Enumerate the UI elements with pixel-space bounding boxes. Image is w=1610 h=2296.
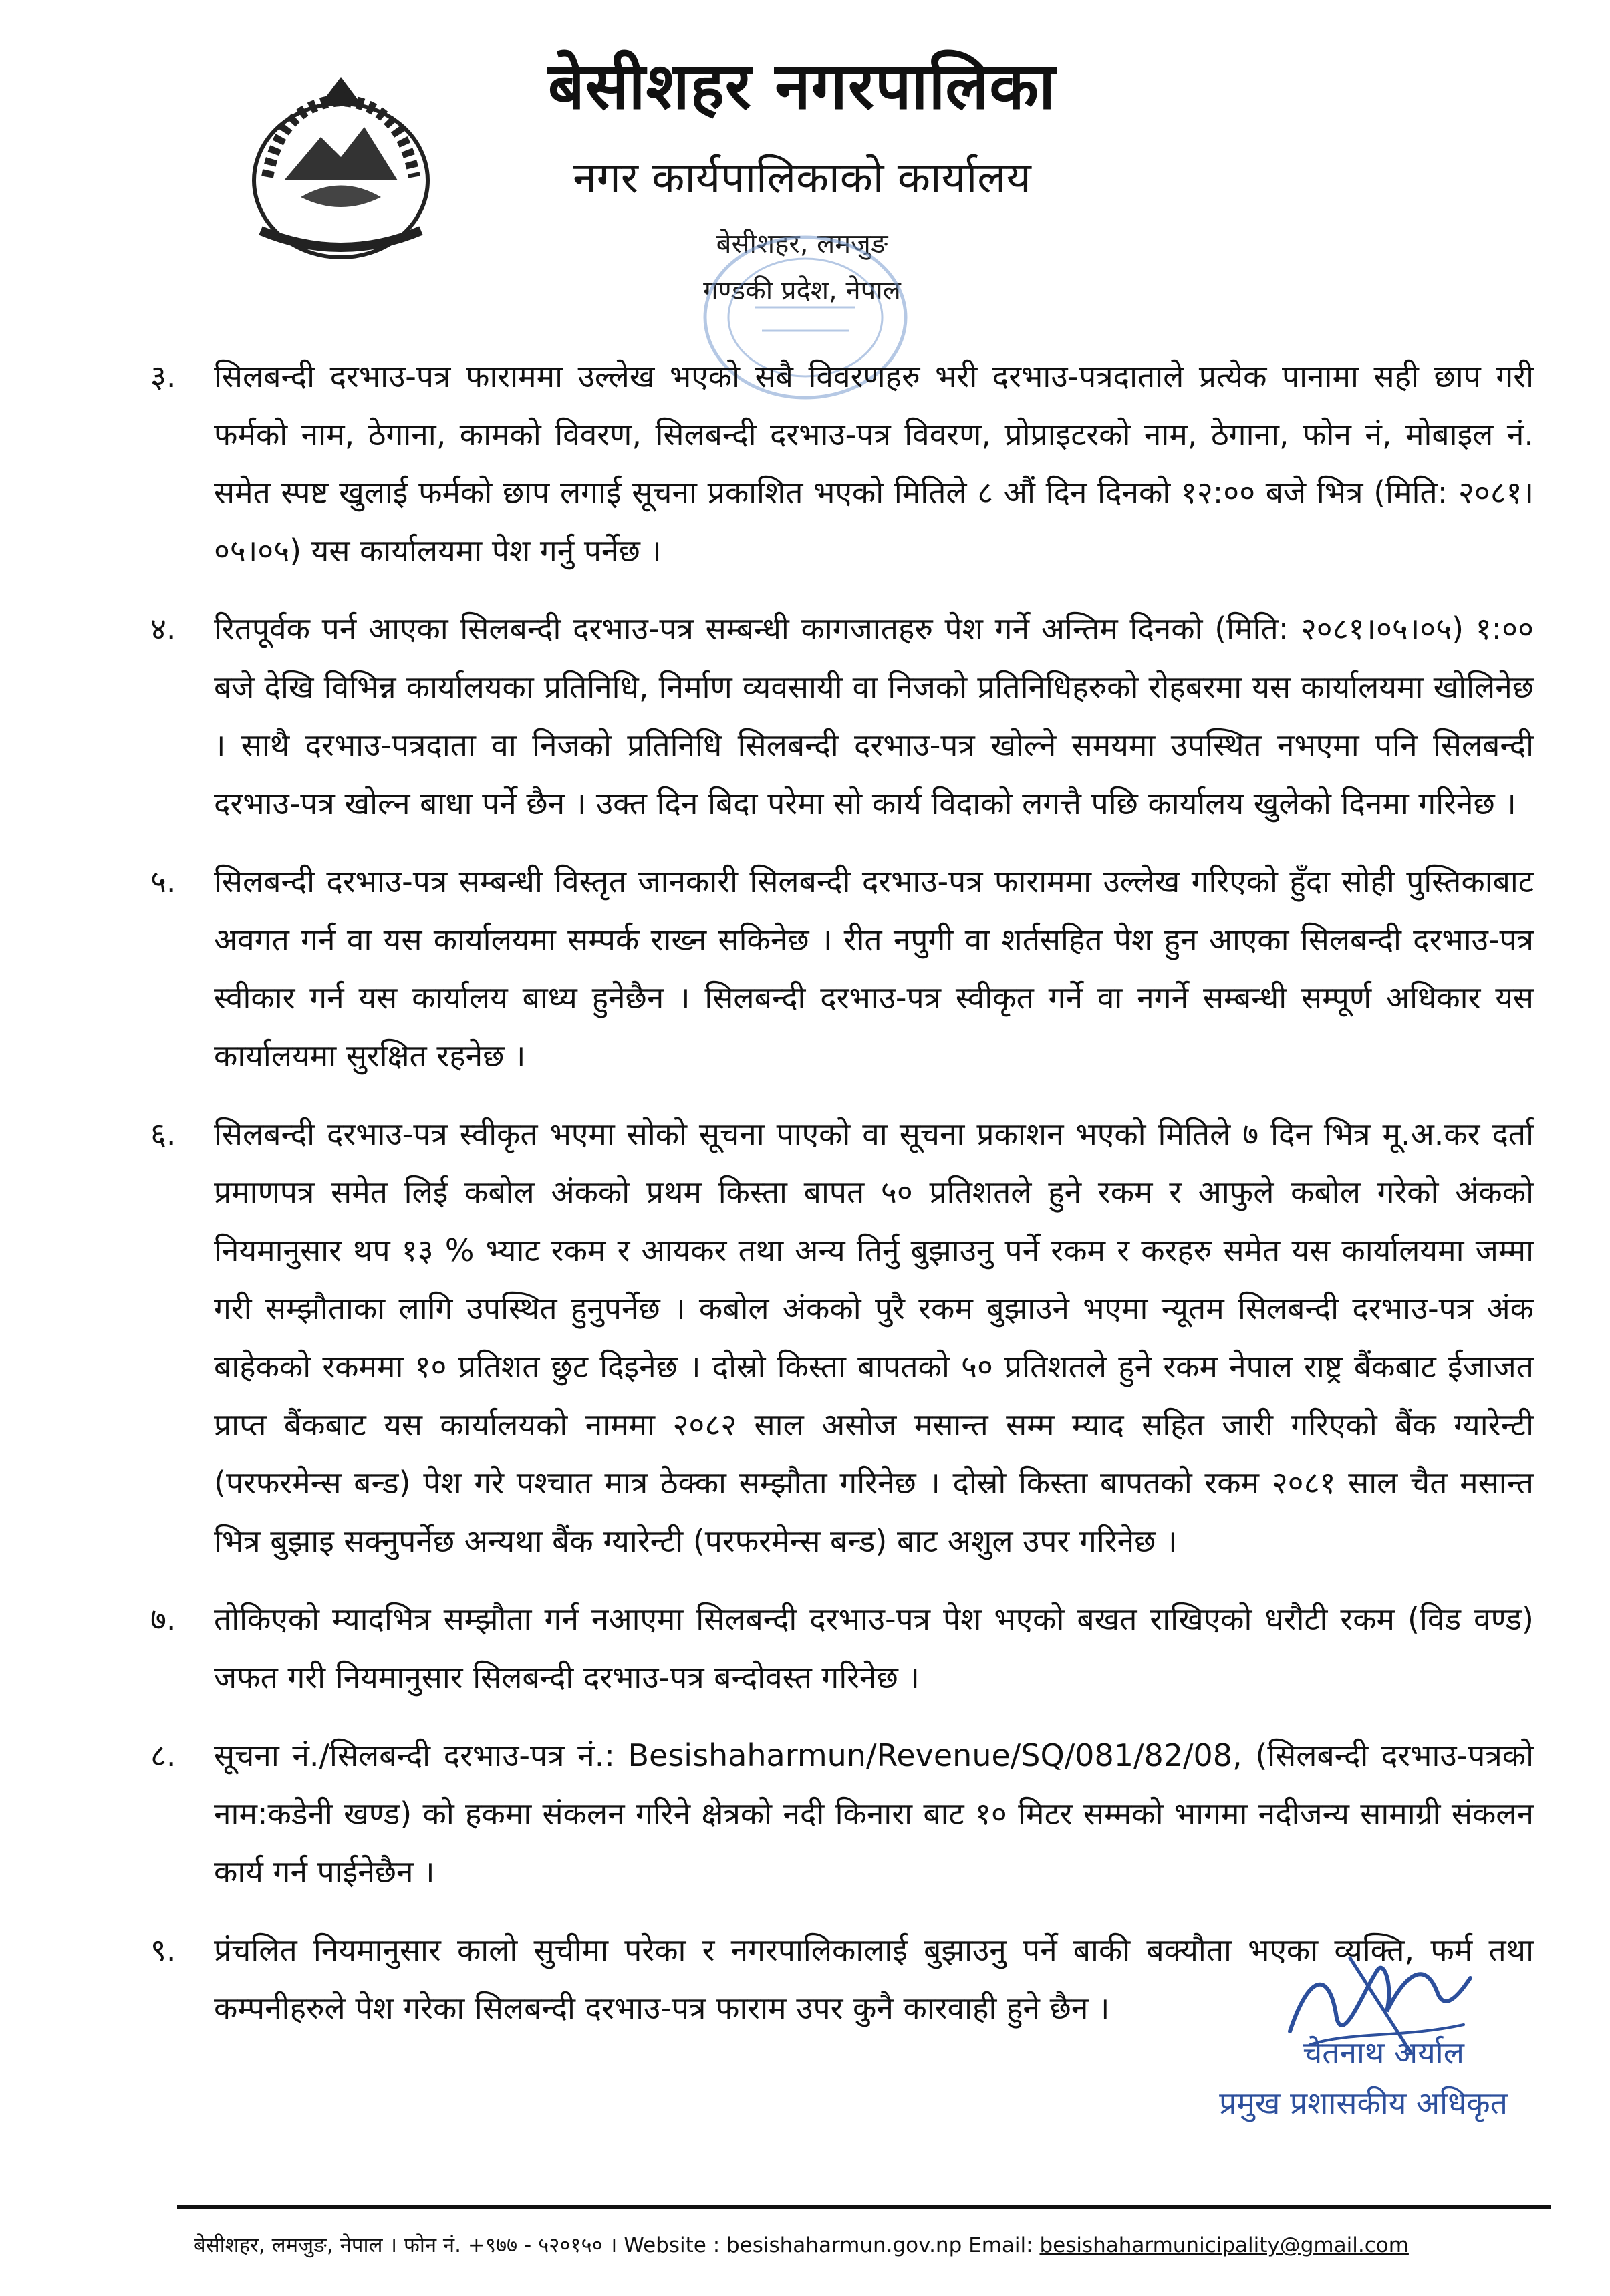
clause-number: ५. [150, 863, 176, 899]
clause-text: प्रंचलित नियमानुसार कालो सुचीमा परेका र नगरपालिकालाई बुझाउनु पर्ने बाकी बक्यौता भएका व्यक्ति, फर्म तथा कम्पनीहरुले पेश गरेका सिलबन्दी दरभाउ-पत्र फाराम उपर कुनै कारवाही हुने छैन । [214, 1932, 1534, 2026]
address-line-2: गण्डकी प्रदेश, नेपाल [703, 275, 901, 306]
clause-7 [150, 1590, 1534, 1707]
clause-text: तोकिएको म्यादभित्र सम्झौता गर्न नआएमा सिलबन्दी दरभाउ-पत्र पेश भएको बखत राखिएको धरौटी रकम (विड वण्ड) जफत गरी नियमानुसार सिलबन्दी दरभाउ-पत्र बन्दोवस्त गरिनेछ । [214, 1601, 1534, 1695]
clause-text: सिलबन्दी दरभाउ-पत्र स्वीकृत भएमा सोको सूचना पाएको वा सूचना प्रकाशन भएको मितिले ७ दिन भित्र मू.अ.कर दर्ता प्रमाणपत्र समेत लिई कबोल अंकको प्रथम किस्ता बापत ५० प्रतिशतले हुने रकम र आफुले कबोल गरेको अंकको नियमानुसार थप १३ % भ्याट रकम र आयकर तथा अन्य तिर्नु बुझाउनु पर्ने रकम र करहरु समेत यस कार्यालयमा जम्मा गरी सम्झौताका लागि उपस्थित हुनुपर्नेछ । कबोल अंकको पुरै रकम बुझाउने भएमा न्यूतम सिलबन्दी दरभाउ-पत्र अंक बाहेकको रकममा १० प्रतिशत छुट दिइनेछ । दोस्रो किस्ता बापतको ५० प्रतिशतले हुने रकम नेपाल राष्ट्र बैंकबाट ईजाजत प्राप्त बैंकबाट यस कार्यालयको नाममा २०८२ साल असोज मसान्त सम्म म्याद सहित जारी गरिएको बैंक ग्यारेन्टी (परफरमेन्स बन्ड) पेश गरे पश्चात मात्र ठेक्का सम्झौता गरिनेछ । दोस्रो किस्ता बापतको रकम २०८१ साल चैत मसान्त भित्र बुझाइ सक्नुपर्नेछ अन्यथा बैंक ग्यारेन्टी (परफरमेन्स बन्ड) बाट अशुल उपर गरिनेछ । [214, 1116, 1534, 1559]
footer-address: बेसीशहर, लमजुङ, नेपाल । फोन नं. +९७७ - ५२०१५० । [194, 2233, 618, 2257]
clause-number: ९. [150, 1932, 176, 1968]
signatory-name: चेतनाथ अर्याल [1303, 2035, 1464, 2071]
footer-email-label: Email: [968, 2233, 1033, 2257]
clause-3 [150, 347, 1534, 580]
notice-body [150, 347, 1534, 2057]
clause-number: ३. [150, 358, 176, 394]
address-line-1: बेसीशहर, लमजुङ [716, 229, 888, 259]
clause-text: सूचना नं./सिलबन्दी दरभाउ-पत्र नं.: Besishaharmun/Revenue/SQ/081/82/08, (सिलबन्दी दरभाउ-पत्रको नाम:कडेनी खण्ड) को हकमा संकलन गरिने क्षेत्रको नदी किनारा बाट १० मिटर सम्मको भागमा नदीजन्य सामाग्री संकलन कार्य गर्न पाईनेछैन । [214, 1737, 1534, 1890]
office-subtitle: नगर कार्यपालिकाको कार्यालय [573, 154, 1031, 203]
footer-divider [177, 2205, 1551, 2209]
footer-email-link[interactable]: besishaharmunicipality@gmail.com [1039, 2233, 1409, 2257]
clause-6 [150, 1105, 1534, 1570]
clause-text: सिलबन्दी दरभाउ-पत्र सम्बन्धी विस्तृत जानकारी सिलबन्दी दरभाउ-पत्र फाराममा उल्लेख गरिएको हुँदा सोही पुस्तिकाबाट अवगत गर्न वा यस कार्यालयमा सम्पर्क राख्न सकिनेछ । रीत नपुगी वा शर्तसहित पेश हुन आएका सिलबन्दी दरभाउ-पत्र स्वीकार गर्न यस कार्यालय बाध्य हुनेछैन । सिलबन्दी दरभाउ-पत्र स्वीकृत गर्ने वा नगर्ने सम्बन्धी सम्पूर्ण अधिकार यस कार्यालयमा सुरक्षित रहनेछ । [214, 863, 1534, 1074]
footer [194, 2231, 1551, 2259]
clause-number: ८. [150, 1737, 176, 1773]
clause-4 [150, 600, 1534, 833]
signatory-title: प्रमुख प्रशासकीय अधिकृत [1219, 2085, 1508, 2121]
clause-8 [150, 1727, 1534, 1901]
clause-number: ६. [150, 1116, 176, 1152]
clause-text: रितपूर्वक पर्न आएका सिलबन्दी दरभाउ-पत्र सम्बन्धी कागजातहरु पेश गर्ने अन्तिम दिनको (मिति: २०८१।०५।०५) १:०० बजे देखि विभिन्न कार्यालयका प्रतिनिधि, निर्माण व्यवसायी वा निजको प्रतिनिधिहरुको रोहबरमा यस कार्यालयमा खोलिनेछ । साथै दरभाउ-पत्रदाता वा निजको प्रतिनिधि सिलबन्दी दरभाउ-पत्र खोल्ने समयमा उपस्थित नभएमा पनि सिलबन्दी दरभाउ-पत्र खोल्न बाधा पर्ने छैन । उक्त दिन बिदा परेमा सो कार्य विदाको लगत्तै पछि कार्यालय खुलेको दिनमा गरिनेछ । [214, 611, 1534, 821]
footer-website[interactable]: Website : besishaharmun.gov.np [624, 2233, 962, 2257]
clause-text: सिलबन्दी दरभाउ-पत्र फाराममा उल्लेख भएको सबै विवरणहरु भरी दरभाउ-पत्रदाताले प्रत्येक पानामा सही छाप गरी फर्मको नाम, ठेगाना, कामको विवरण, सिलबन्दी दरभाउ-पत्र विवरण, प्रोप्राइटरको नाम, ठेगाना, फोन नं, मोबाइल नं. समेत स्पष्ट खुलाई फर्मको छाप लगाई सूचना प्रकाशित भएको मितिले ८ औं दिन दिनको १२:०० बजे भित्र (मिति: २०८१।०५।०५) यस कार्यालयमा पेश गर्नु पर्नेछ । [214, 358, 1534, 569]
clause-number: ४. [150, 611, 176, 647]
clause-5 [150, 853, 1534, 1085]
clause-number: ७. [150, 1601, 176, 1637]
municipality-title: बेसीशहर नगरपालिका [547, 49, 1057, 124]
nepal-emblem-icon [221, 63, 461, 277]
